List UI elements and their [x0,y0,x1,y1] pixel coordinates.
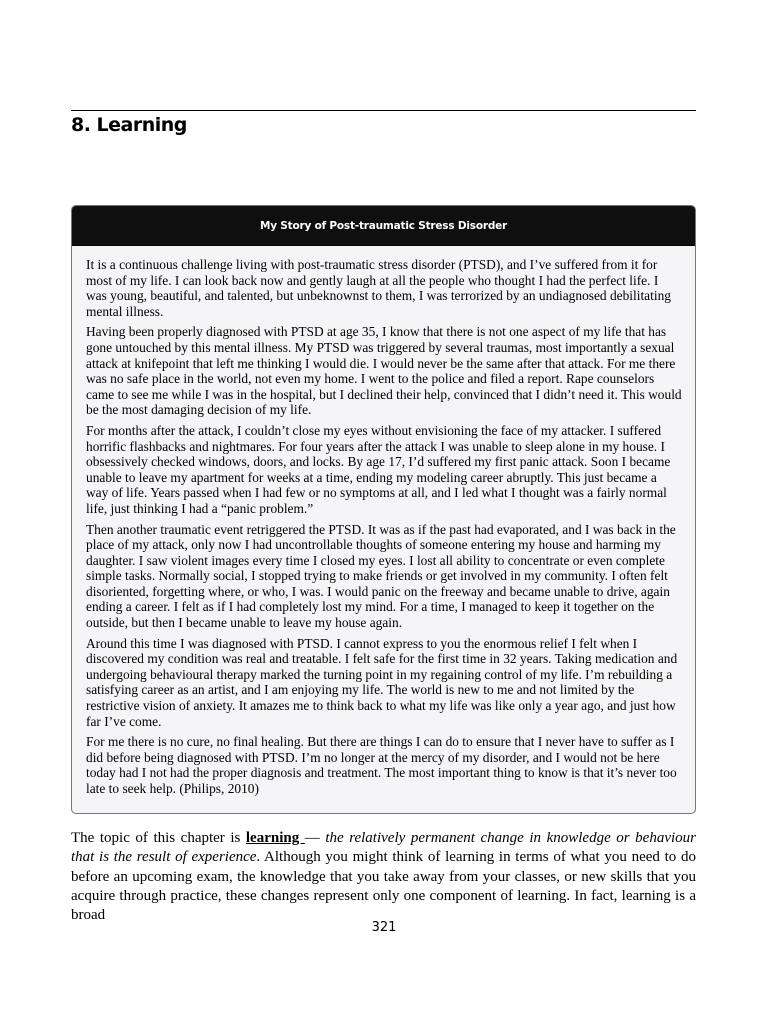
story-paragraph: Having been properly diagnosed with PTSD at age 35, I know that there is not one aspect of my life that has gone untouched by this mental illness. My PTSD was triggered by several traumas, most importantly a sexual attack at knifepoint that left me thinking I would die. I would never be the same after that attack. For me there was no safe place in the world, not even my home. I went to the police and filed a report. Rape counselors came to see me while I was in the hospital, but I declined their help, convinced that I didn’t need it. This would be the most damaging decision of my life. [86,324,682,418]
chapter-intro-paragraph [71,829,696,925]
term-definition: the relatively permanent change in knowledge or behaviour that is the result of experience [71,830,696,866]
intro-continuation: . Although you might think of learning in terms of what you need to do before an upcoming exam, the knowledge that you take away from your classes, or new skills that you acquire through practice, these changes represent only one component of learning. In fact, learning is a broad [71,849,696,924]
chapter-title: 8. Learning [71,114,187,136]
story-paragraph: For me there is no cure, no final healing. But there are things I can do to ensure that I never have to suffer as I did before being diagnosed with PTSD. I’m no longer at the mercy of my disorder, and I would not be here today had I not had the proper diagnosis and treatment. The most important thing to know is that it’s never too late to seek help. (Philips, 2010) [86,734,677,796]
story-paragraph: Then another traumatic event retriggered the PTSD. It was as if the past had evaporated, and I was back in the place of my attack, only now I had uncontrollable thoughts of someone entering my house and harming my daughter. I saw violent images every time I closed my eyes. I lost all ability to concentrate or even complete simple tasks. Normally social, I stopped trying to make friends or get involved in my community. I often felt disoriented, forgetting where, or who, I was. I would panic on the freeway and became unable to drive, again ending a career. I felt as if I had completely lost my mind. For a time, I managed to keep it together on the outside, but then I became unable to leave my house again. [86,521,676,631]
em-dash: — [304,830,326,846]
story-paragraph: For months after the attack, I couldn’t close my eyes without envisioning the face of my attacker. I suffered horrific flashbacks and nightmares. For four years after the attack I was unable to sleep alone in my house. I obsessively checked windows, doors, and locks. By age 17, I’d suffered my first panic attack. Soon I became unable to leave my apartment for weeks at a time, ending my modeling career abruptly. This just became a way of life. Years passed when I had few or no symptoms at all, and I led what I thought was a fairly normal life, just thinking I had a “panic problem.” [86,422,671,516]
story-title: My Story of Post-traumatic Stress Disorder [259,219,508,232]
page-number: 321 [371,920,397,935]
story-paragraph: It is a continuous challenge living with post-traumatic stress disorder (PTSD), and I’ve suffered from it for most of my life. I can look back now and gently laugh at all the people who thought I had the perfect life. I was young, beautiful, and talented, but unbeknownst to them, I was terrorized by an undiagnosed debilitating mental illness. [86,257,671,319]
intro-text: The topic of this chapter is [71,830,246,846]
story-paragraph: Around this time I was diagnosed with PTSD. I cannot express to you the enormous relief I felt when I discovered my condition was real and treatable. I felt safe for the first time in 32 years. Taking medication and undergoing behavioural therapy marked the turning point in my regaining control of my life. I’m rebuilding a satisfying career as an artist, and I am enjoying my life. The world is new to me and not limited by the restrictive vision of anxiety. It amazes me to think back to what my life was like only a year ago, and just how far I’ve come. [86,635,678,729]
glossary-term-link[interactable]: learning [245,830,305,846]
story-body [72,246,695,797]
chapter-divider [71,110,696,111]
story-textbox [71,205,696,814]
story-header [72,206,695,246]
